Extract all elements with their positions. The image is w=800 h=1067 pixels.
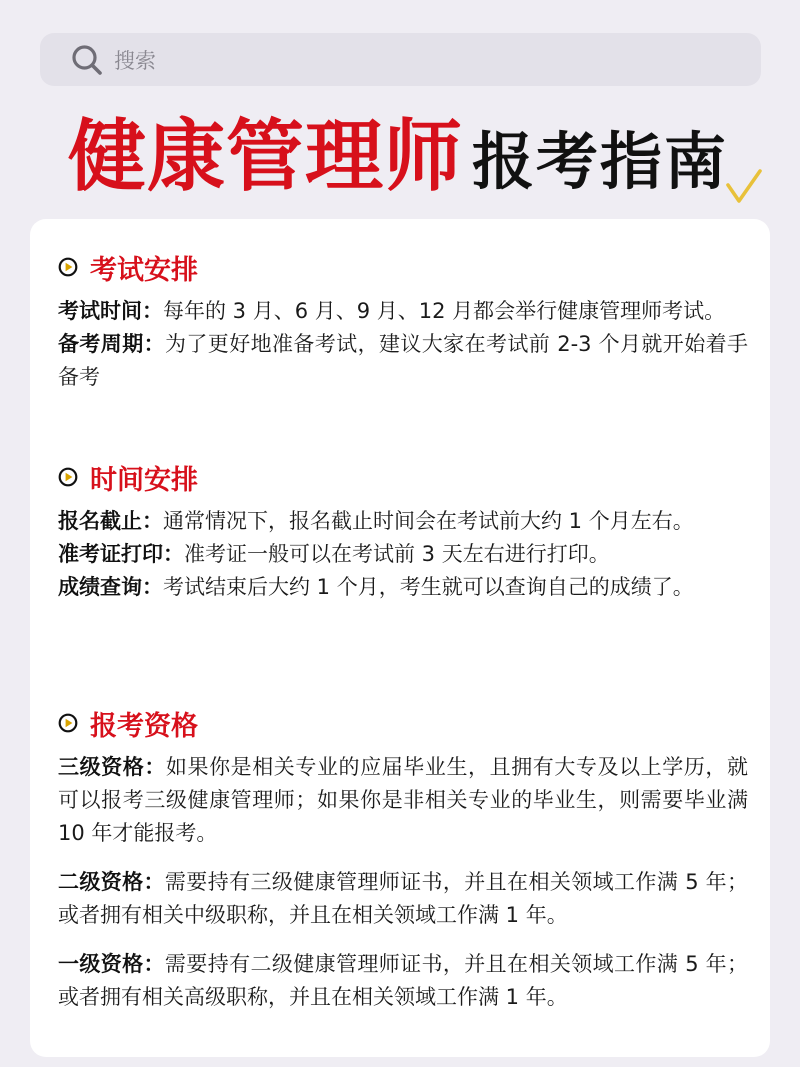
play-circle-icon (58, 467, 78, 487)
search-icon (70, 43, 104, 77)
list-item: 报名截止：通常情况下，报名截止时间会在考试前大约 1 个月左右。 (58, 509, 694, 533)
list-item: 准考证打印：准考证一般可以在考试前 3 天左右进行打印。 (58, 542, 610, 566)
section-exam-schedule (58, 247, 748, 394)
page-title (0, 110, 800, 210)
list-item: 一级资格：需要持有二级健康管理师证书，并且在相关领域工作满 5 年；或者拥有相关高级职称，并且在相关领域工作满 1 年。 (58, 952, 748, 1009)
play-circle-icon (58, 713, 78, 733)
play-circle-icon (58, 257, 78, 277)
section-header (58, 703, 748, 743)
section-eligibility (58, 703, 748, 1014)
title-red: 健康管理师 (68, 112, 464, 202)
section-title: 时间安排 (90, 464, 198, 496)
section-time-schedule (58, 457, 748, 604)
search-bar[interactable] (40, 33, 761, 86)
list-item: 三级资格：如果你是相关专业的应届毕业生，且拥有大专及以上学历，就可以报考三级健康管理师；如果你是非相关专业的毕业生，则需要毕业满 10 年才能报考。 (58, 755, 749, 845)
search-placeholder[interactable]: 搜索 (114, 48, 156, 73)
check-icon (725, 167, 763, 207)
section-title: 考试安排 (90, 254, 198, 286)
list-item: 考试时间：每年的 3 月、6 月、9 月、12 月都会举行健康管理师考试。 (58, 299, 726, 323)
list-item: 二级资格：需要持有三级健康管理师证书，并且在相关领域工作满 5 年；或者拥有相关中级职称，并且在相关领域工作满 1 年。 (58, 870, 748, 927)
section-title: 报考资格 (90, 710, 198, 742)
section-header (58, 247, 748, 287)
content-card (30, 219, 770, 1057)
list-item: 备考周期：为了更好地准备考试，建议大家在考试前 2-3 个月就开始着手备考 (58, 332, 749, 389)
title-black: 报考指南 (472, 125, 729, 198)
section-header (58, 457, 748, 497)
list-item: 成绩查询：考试结束后大约 1 个月，考生就可以查询自己的成绩了。 (58, 575, 694, 599)
